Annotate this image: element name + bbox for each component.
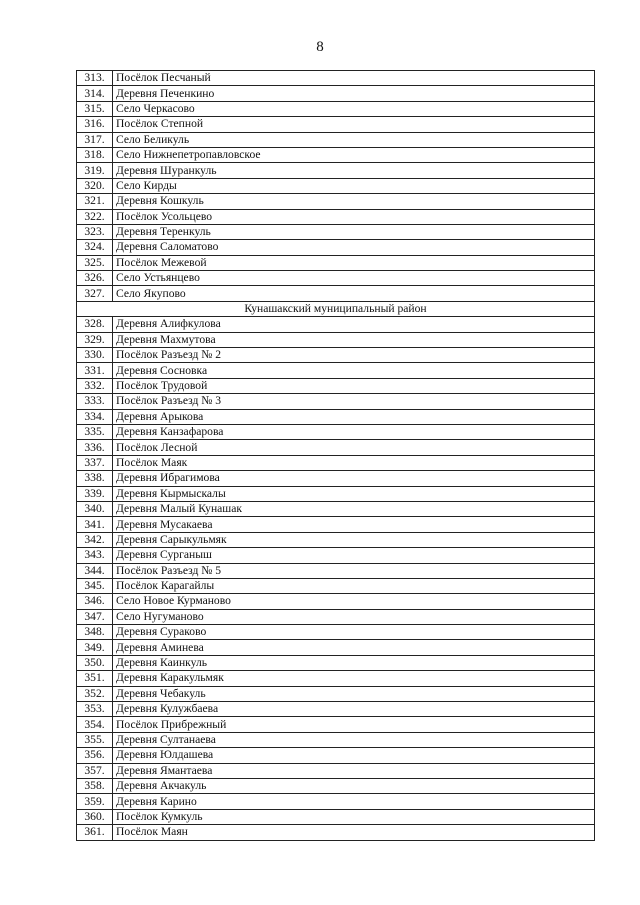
table-row: [77, 424, 595, 439]
settlement-name: Село Новое Курманово: [113, 594, 595, 609]
settlement-name: Деревня Аминева: [113, 640, 595, 655]
row-number: 352.: [77, 686, 113, 701]
table-row: [77, 86, 595, 101]
row-number: 324.: [77, 240, 113, 255]
settlement-name: Деревня Каинкуль: [113, 655, 595, 670]
settlement-name: Деревня Мусакаева: [113, 517, 595, 532]
settlement-name: Село Устьянцево: [113, 271, 595, 286]
settlement-name: Деревня Сосновка: [113, 363, 595, 378]
row-number: 326.: [77, 271, 113, 286]
row-number: 338.: [77, 471, 113, 486]
table-row: [77, 378, 595, 393]
row-number: 353.: [77, 702, 113, 717]
row-number: 345.: [77, 578, 113, 593]
row-number: 320.: [77, 178, 113, 193]
row-number: 319.: [77, 163, 113, 178]
table-row: [77, 117, 595, 132]
row-number: 317.: [77, 132, 113, 147]
district-header-row: [77, 301, 595, 316]
page-number: 8: [316, 39, 324, 55]
row-number: 333.: [77, 394, 113, 409]
row-number: 323.: [77, 224, 113, 239]
row-number: 357.: [77, 763, 113, 778]
settlement-name: Посёлок Разъезд № 3: [113, 394, 595, 409]
row-number: 325.: [77, 255, 113, 270]
table-row: [77, 794, 595, 809]
settlement-name: Село Черкасово: [113, 101, 595, 116]
row-number: 331.: [77, 363, 113, 378]
row-number: 346.: [77, 594, 113, 609]
row-number: 329.: [77, 332, 113, 347]
settlement-name: Посёлок Трудовой: [113, 378, 595, 393]
table-row: [77, 625, 595, 640]
table-row: [77, 548, 595, 563]
settlement-name: Посёлок Карагайлы: [113, 578, 595, 593]
settlement-name: Деревня Карино: [113, 794, 595, 809]
row-number: 360.: [77, 809, 113, 824]
settlements-table-body: [77, 71, 595, 841]
settlement-name: Село Беликуль: [113, 132, 595, 147]
settlement-name: Деревня Кырмыскалы: [113, 486, 595, 501]
table-row: [77, 409, 595, 424]
row-number: 314.: [77, 86, 113, 101]
table-row: [77, 163, 595, 178]
table-row: [77, 825, 595, 840]
row-number: 358.: [77, 778, 113, 793]
row-number: 336.: [77, 440, 113, 455]
table-row: [77, 132, 595, 147]
row-number: 340.: [77, 501, 113, 516]
settlement-name: Село Якупово: [113, 286, 595, 301]
row-number: 361.: [77, 825, 113, 840]
table-row: [77, 578, 595, 593]
settlement-name: Село Кирды: [113, 178, 595, 193]
table-row: [77, 609, 595, 624]
table-row: [77, 594, 595, 609]
table-row: [77, 317, 595, 332]
table-row: [77, 486, 595, 501]
table-row: [77, 71, 595, 86]
table-row: [77, 255, 595, 270]
table-row: [77, 809, 595, 824]
table-row: [77, 563, 595, 578]
row-number: 321.: [77, 194, 113, 209]
table-row: [77, 717, 595, 732]
settlement-name: Посёлок Разъезд № 5: [113, 563, 595, 578]
settlement-name: Деревня Кулужбаева: [113, 702, 595, 717]
table-row: [77, 702, 595, 717]
row-number: 350.: [77, 655, 113, 670]
settlement-name: Село Нугуманово: [113, 609, 595, 624]
row-number: 348.: [77, 625, 113, 640]
settlement-name: Деревня Канзафарова: [113, 424, 595, 439]
row-number: 342.: [77, 532, 113, 547]
settlement-name: Деревня Саломатово: [113, 240, 595, 255]
settlement-name: Посёлок Песчаный: [113, 71, 595, 86]
settlement-name: Деревня Сурганыш: [113, 548, 595, 563]
settlement-name: Деревня Алифкулова: [113, 317, 595, 332]
table-row: [77, 147, 595, 162]
row-number: 335.: [77, 424, 113, 439]
settlement-name: Село Нижнепетропавловское: [113, 147, 595, 162]
row-number: 332.: [77, 378, 113, 393]
table-row: [77, 363, 595, 378]
row-number: 356.: [77, 748, 113, 763]
table-row: [77, 209, 595, 224]
row-number: 341.: [77, 517, 113, 532]
row-number: 354.: [77, 717, 113, 732]
table-row: [77, 763, 595, 778]
settlement-name: Посёлок Разъезд № 2: [113, 348, 595, 363]
settlement-name: Посёлок Межевой: [113, 255, 595, 270]
settlement-name: Деревня Акчакуль: [113, 778, 595, 793]
row-number: 327.: [77, 286, 113, 301]
table-row: [77, 440, 595, 455]
row-number: 322.: [77, 209, 113, 224]
table-row: [77, 286, 595, 301]
table-row: [77, 501, 595, 516]
table-row: [77, 686, 595, 701]
row-number: 337.: [77, 455, 113, 470]
settlement-name: Посёлок Лесной: [113, 440, 595, 455]
table-row: [77, 240, 595, 255]
settlement-name: Деревня Арыкова: [113, 409, 595, 424]
table-row: [77, 655, 595, 670]
table-row: [77, 732, 595, 747]
table-row: [77, 455, 595, 470]
table-row: [77, 271, 595, 286]
table-row: [77, 640, 595, 655]
table-row: [77, 224, 595, 239]
settlement-name: Посёлок Маяк: [113, 455, 595, 470]
row-number: 316.: [77, 117, 113, 132]
settlement-name: Деревня Султанаева: [113, 732, 595, 747]
settlement-name: Посёлок Степной: [113, 117, 595, 132]
settlements-table: [76, 70, 595, 841]
settlement-name: Деревня Сарыкульмяк: [113, 532, 595, 547]
settlement-name: Деревня Махмутова: [113, 332, 595, 347]
row-number: 351.: [77, 671, 113, 686]
row-number: 328.: [77, 317, 113, 332]
row-number: 344.: [77, 563, 113, 578]
settlement-name: Деревня Сураково: [113, 625, 595, 640]
table-row: [77, 194, 595, 209]
settlement-name: Деревня Юлдашева: [113, 748, 595, 763]
settlement-name: Деревня Малый Кунашак: [113, 501, 595, 516]
district-name: Кунашакский муниципальный район: [77, 301, 595, 316]
row-number: 330.: [77, 348, 113, 363]
table-row: [77, 178, 595, 193]
table-row: [77, 348, 595, 363]
row-number: 355.: [77, 732, 113, 747]
settlement-name: Посёлок Маян: [113, 825, 595, 840]
table-row: [77, 748, 595, 763]
settlement-name: Деревня Каракульмяк: [113, 671, 595, 686]
settlement-name: Посёлок Кумкуль: [113, 809, 595, 824]
row-number: 347.: [77, 609, 113, 624]
settlement-name: Посёлок Усольцево: [113, 209, 595, 224]
row-number: 315.: [77, 101, 113, 116]
settlement-name: Деревня Шуранкуль: [113, 163, 595, 178]
settlement-name: Деревня Ибрагимова: [113, 471, 595, 486]
table-row: [77, 778, 595, 793]
table-row: [77, 532, 595, 547]
row-number: 343.: [77, 548, 113, 563]
row-number: 339.: [77, 486, 113, 501]
settlement-name: Деревня Кошкуль: [113, 194, 595, 209]
settlement-name: Деревня Печенкино: [113, 86, 595, 101]
row-number: 313.: [77, 71, 113, 86]
row-number: 359.: [77, 794, 113, 809]
settlement-name: Деревня Ямантаева: [113, 763, 595, 778]
table-row: [77, 332, 595, 347]
table-row: [77, 671, 595, 686]
table-row: [77, 471, 595, 486]
row-number: 334.: [77, 409, 113, 424]
row-number: 318.: [77, 147, 113, 162]
settlement-name: Посёлок Прибрежный: [113, 717, 595, 732]
settlement-name: Деревня Чебакуль: [113, 686, 595, 701]
settlement-name: Деревня Теренкуль: [113, 224, 595, 239]
table-row: [77, 394, 595, 409]
table-row: [77, 517, 595, 532]
table-row: [77, 101, 595, 116]
row-number: 349.: [77, 640, 113, 655]
